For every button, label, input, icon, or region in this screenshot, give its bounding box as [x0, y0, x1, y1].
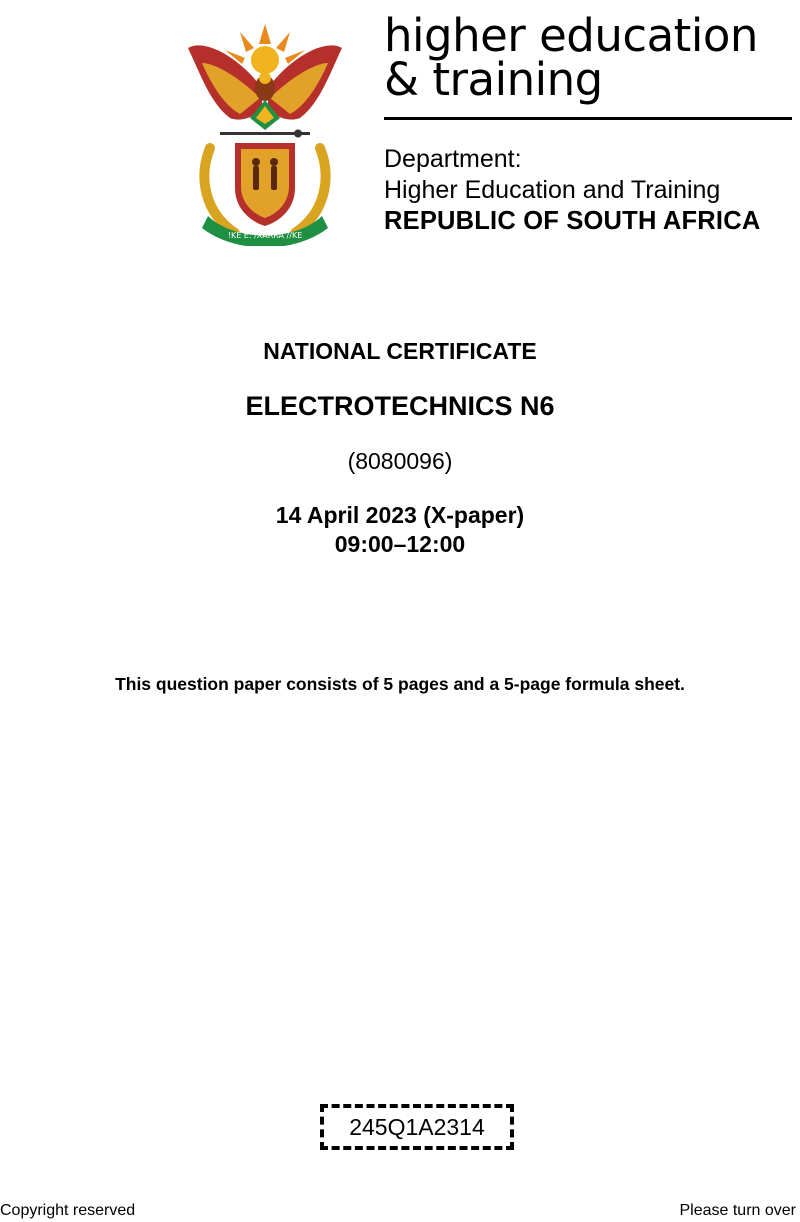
exam-date: 14 April 2023 (X-paper) [275, 502, 525, 528]
department-name [384, 144, 760, 237]
subject-code: (8080096) [347, 448, 453, 474]
department-brand [384, 9, 794, 235]
brand-divider [384, 117, 792, 120]
dept-line-3: REPUBLIC OF SOUTH AFRICA [384, 207, 761, 235]
brand-line-1: higher education [384, 9, 758, 62]
exam-time: 09:00–12:00 [334, 531, 466, 557]
emblem-motto: !KE E: /XARRA //KE [227, 231, 303, 240]
exam-date-time [0, 501, 800, 559]
copyright-footer: Copyright reserved [0, 1202, 136, 1219]
subject-title: ELECTROTECHNICS N6 [245, 391, 555, 421]
certificate-title: NATIONAL CERTIFICATE [263, 338, 537, 364]
dept-line-1: Department: [384, 145, 522, 173]
coat-of-arms-icon [180, 18, 350, 246]
paper-contents-note: This question paper consists of 5 pages and a 5-page formula sheet. [115, 674, 685, 694]
turn-over-footer: Please turn over [679, 1202, 796, 1219]
brand-line-2: & training [384, 53, 603, 106]
dept-line-2: Higher Education and Training [384, 176, 721, 204]
paper-code-box: 245Q1A2314 [320, 1104, 514, 1150]
